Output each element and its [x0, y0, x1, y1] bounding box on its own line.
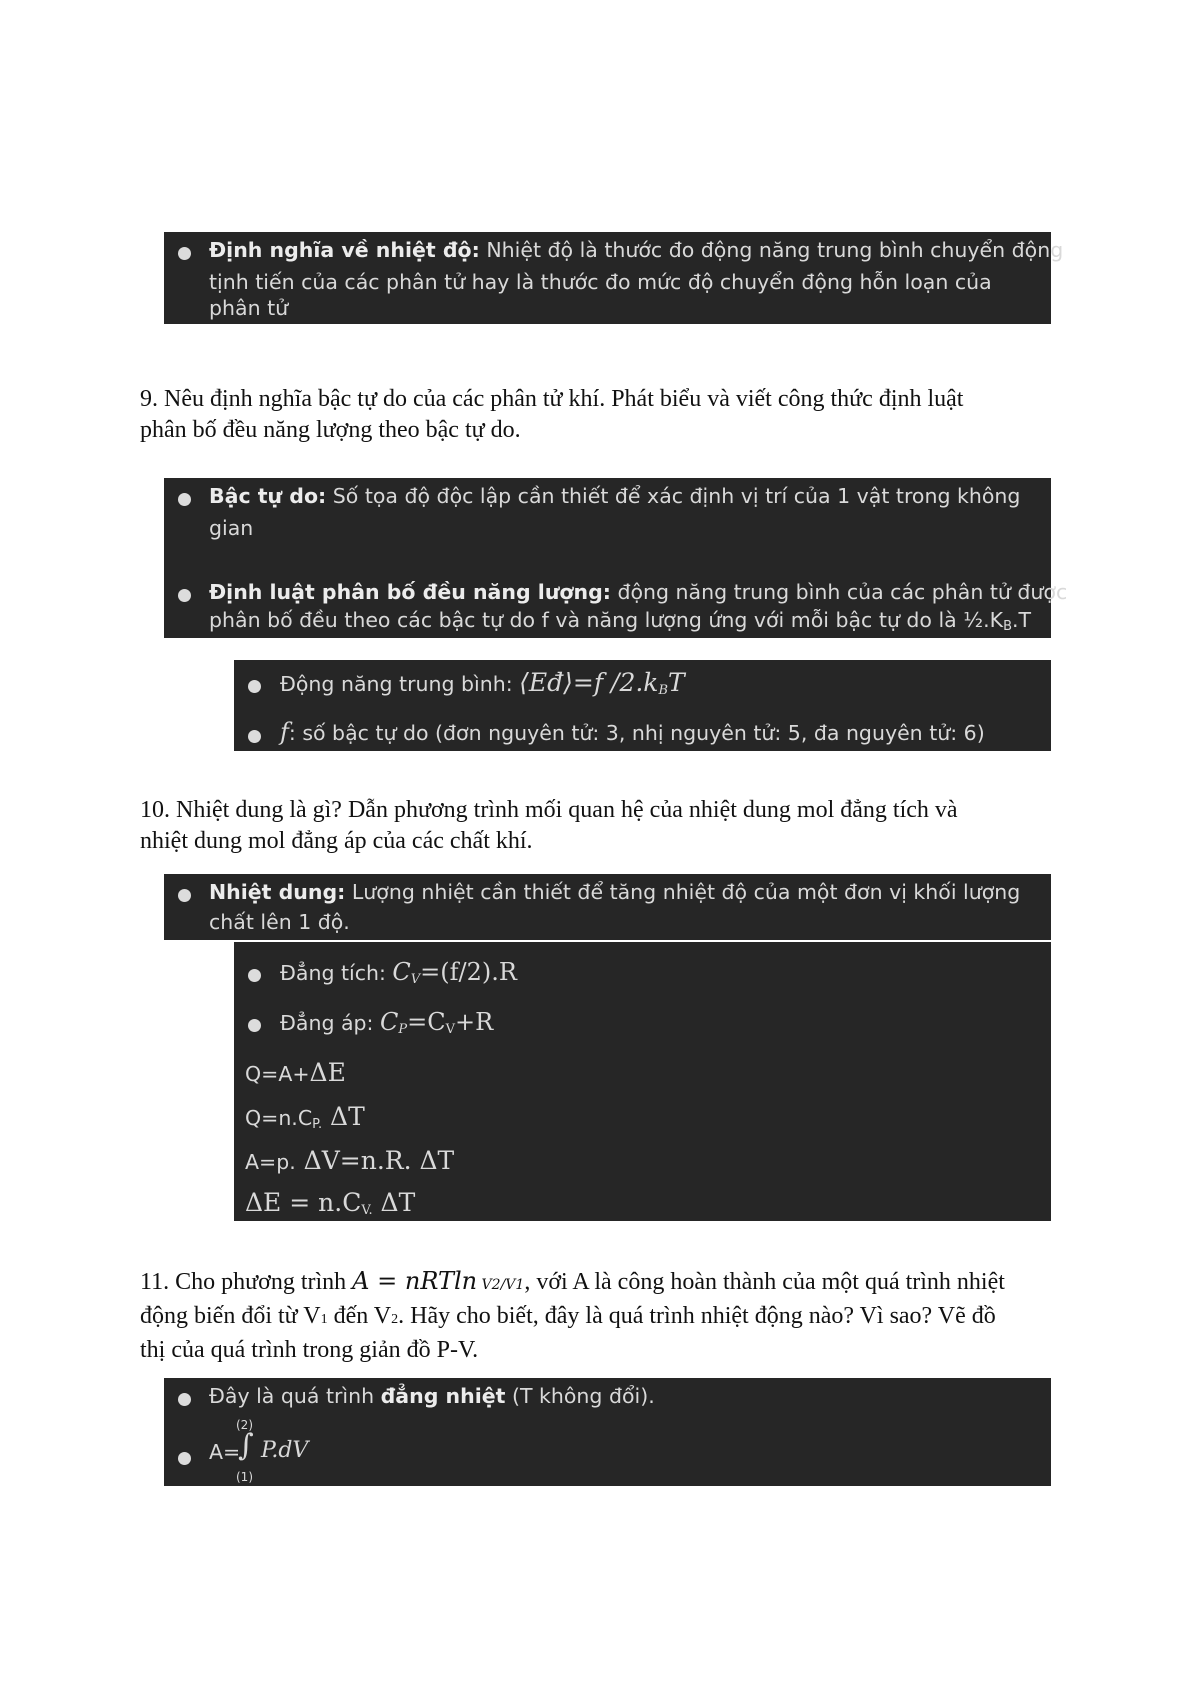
bullet-icon — [248, 730, 261, 743]
avg-kinetic-energy-line: Động năng trung bình: ⟨Eđ⟩=f $/2.k_BT$ — [280, 668, 685, 698]
integral-expression: P.dV — [261, 1438, 309, 1463]
heat-capacity-line-2: chất lên 1 độ. — [209, 910, 350, 934]
isobaric-formula: Đẳng áp: $C_P=C_V+R$ — [280, 1008, 494, 1037]
heat-capacity-line-1: Nhiệt dung: Lượng nhiệt cần thiết để tăng nhiệt độ của một đơn vị khối lượng — [209, 880, 1021, 904]
bullet-icon — [248, 969, 261, 982]
isochoric-formula: Đẳng tích: $C_V=(f/2).R$ — [280, 958, 517, 987]
equipartition-term: Định luật phân bố đều năng lượng: — [209, 580, 611, 604]
answer-block-isothermal — [164, 1378, 1051, 1486]
answer-block-heat-formulas — [234, 940, 1051, 1221]
answer-block-kinetic-energy — [234, 658, 1051, 751]
answer-block-degrees-of-freedom — [164, 478, 1068, 638]
bullet-icon — [178, 589, 191, 602]
question-9-line-2: phân bố đều năng lượng theo bậc tự do. — [140, 417, 521, 443]
heat-formula: $Q=n.C_{P.}$ ΔT — [245, 1102, 365, 1132]
bullet-icon — [178, 493, 191, 506]
answer-block-temperature — [164, 232, 1064, 324]
dof-definition-line-1: Bậc tự do: Số tọa độ độc lập cần thiết để xác định vị trí của 1 vật trong không — [209, 484, 1021, 508]
dof-definition-line-2: gian — [209, 516, 254, 540]
work-integral: A= — [209, 1440, 241, 1464]
internal-energy-formula: $\Delta E = n.C_{V.}$ ΔT — [245, 1188, 416, 1218]
isothermal-term: đẳng nhiệt — [380, 1384, 506, 1408]
bullet-icon — [178, 1393, 191, 1406]
heat-capacity-term: Nhiệt dung: — [209, 880, 346, 904]
bullet-icon — [178, 889, 191, 902]
question-11-line-3: thị của quá trình trong giản đồ P-V. — [140, 1337, 479, 1363]
question-11-line-1: 11. Cho phương trình A = nRTln V2/V1, với A là công hoàn thành của một quá trình nhiệt — [140, 1267, 1005, 1295]
question-10-line-2: nhiệt dung mol đẳng áp của các chất khí. — [140, 828, 533, 854]
bullet-icon — [178, 1452, 191, 1465]
temperature-definition-line-2: tịnh tiến của các phân tử hay là thước đo mức độ chuyển động hỗn loạn của — [209, 270, 992, 294]
integral-lower-limit: (1) — [236, 1470, 253, 1484]
integral-sign: ∫ — [238, 1428, 254, 1463]
question-9 — [140, 384, 1060, 446]
question-9-line-1: 9. Nêu định nghĩa bậc tự do của các phân tử khí. Phát biểu và viết công thức định luật — [140, 386, 964, 412]
bullet-icon — [178, 247, 191, 260]
isothermal-line: Đây là quá trình đẳng nhiệt (T không đổi). — [209, 1384, 655, 1408]
bullet-icon — [248, 680, 261, 693]
temperature-definition-line-3: phân tử — [209, 296, 289, 320]
question-11-line-2: động biến đổi từ V1 đến V2. Hãy cho biết, đây là quá trình nhiệt động nào? Vì sao? Vẽ đồ — [140, 1303, 996, 1329]
temperature-definition-line-1: Định nghĩa về nhiệt độ: Nhiệt độ là thước đo động năng trung bình chuyển động — [209, 238, 1064, 262]
work-formula: A=p. ΔV=n.R. ΔT — [245, 1146, 455, 1175]
integral-upper-limit: (2) — [236, 1418, 253, 1432]
degrees-count-line: f: số bậc tự do (đơn nguyên tử: 3, nhị nguyên tử: 5, đa nguyên tử: 6) — [280, 718, 985, 746]
first-law-formula: Q=A+ΔE — [245, 1058, 346, 1087]
equipartition-line-1: Định luật phân bố đều năng lượng: động năng trung bình của các phân tử được — [209, 580, 1068, 604]
dof-term: Bậc tự do: — [209, 484, 327, 508]
answer-block-heat-capacity — [164, 874, 1051, 940]
temperature-term: Định nghĩa về nhiệt độ: — [209, 238, 480, 262]
question-10-line-1: 10. Nhiệt dung là gì? Dẫn phương trình mối quan hệ của nhiệt dung mol đẳng tích và — [140, 797, 958, 823]
question-10 — [140, 795, 1060, 857]
bullet-icon — [248, 1019, 261, 1032]
equipartition-line-2: phân bố đều theo các bậc tự do f và năng lượng ứng với mỗi bậc tự do là $\frac{1}{2}.K_B.T$ — [209, 608, 1032, 634]
question-11 — [140, 1266, 1060, 1366]
